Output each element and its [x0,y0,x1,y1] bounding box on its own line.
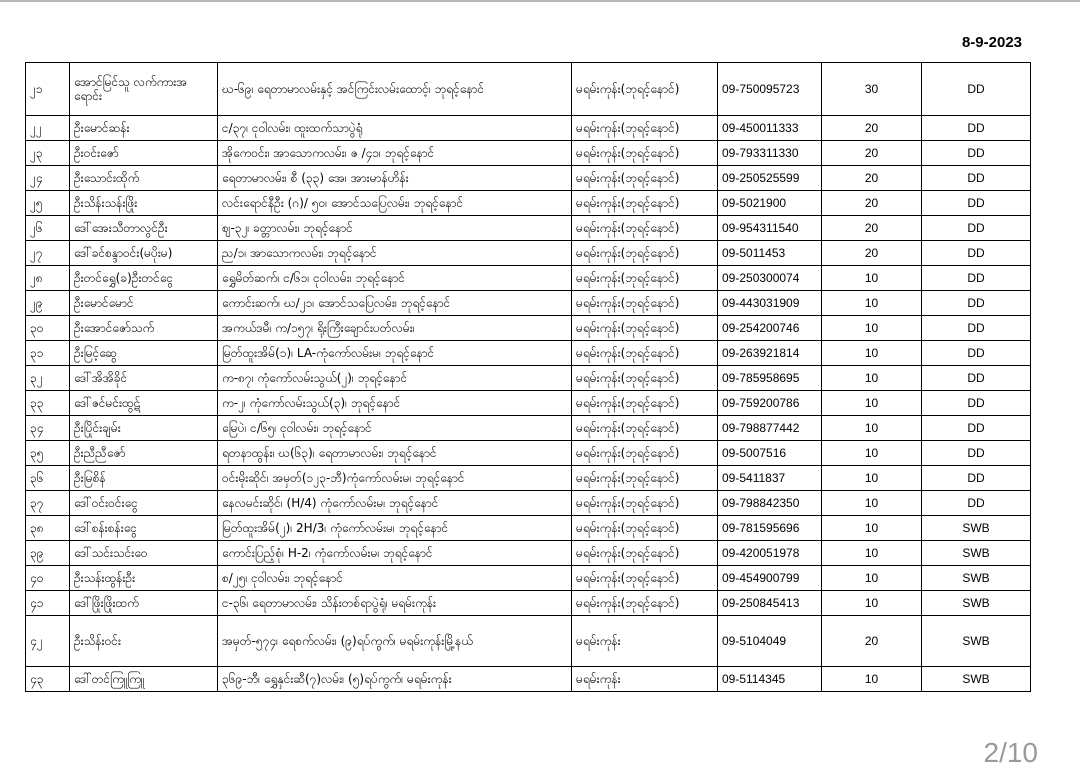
delivery-type-cell: DD [922,216,1031,241]
phone-number-cell: 09-954311540 [718,216,822,241]
row-number-cell: ၃၆ [26,466,70,491]
amount-cell: 10 [822,366,922,391]
row-number-cell: ၄၀ [26,566,70,591]
township-cell: မရမ်းကုန်း(ဘုရင့်နောင်) [572,441,718,466]
customer-address-cell: ရွှေမိတ်ဆက်၊ င/၆၁၊ ငုဝါလမ်း၊ ဘုရင့်နောင် [218,266,572,291]
row-number-cell: ၂၉ [26,291,70,316]
customer-address-cell: အမှတ်-၅၇၄၊ ရေစက်လမ်း၊ (၉)ရပ်ကွက်၊ မရမ်းကုန်းမြို့နယ် [218,616,572,667]
amount-cell: 10 [822,316,922,341]
delivery-type-cell: DD [922,63,1031,116]
row-number-cell: ၃၈ [26,516,70,541]
delivery-type-cell: DD [922,191,1031,216]
row-number-cell: ၂၂ [26,116,70,141]
amount-cell: 20 [822,141,922,166]
customer-name-cell: ဒေါ်ဇင်မင်းထွဋ် [70,391,218,416]
phone-number-cell: 09-443031909 [718,291,822,316]
amount-cell: 20 [822,241,922,266]
table-row [26,141,1031,166]
row-number-cell: ၄၂ [26,616,70,667]
phone-number-cell: 09-263921814 [718,341,822,366]
phone-number-cell: 09-5104049 [718,616,822,667]
township-cell: မရမ်းကုန်း(ဘုရင့်နောင်) [572,466,718,491]
amount-cell: 10 [822,291,922,316]
customer-name-cell: ဦးညီညီဇော် [70,441,218,466]
phone-number-cell: 09-454900799 [718,566,822,591]
customer-name-cell: ဒေါ်အေးသီတာလွင်ဦး [70,216,218,241]
customer-address-cell: စ/၂၅၊ ငုဝါလမ်း၊ ဘုရင့်နောင် [218,566,572,591]
customer-name-cell: ဦးသိန်းဝင်း [70,616,218,667]
customer-address-cell: က-၂၊ ကုံကော်လမ်းသွယ်(၃)၊ ဘုရင့်နောင် [218,391,572,416]
delivery-type-cell: SWB [922,667,1031,692]
delivery-type-cell: SWB [922,541,1031,566]
roster-table-body [26,63,1031,692]
township-cell: မရမ်းကုန်း(ဘုရင့်နောင်) [572,116,718,141]
table-row [26,63,1031,116]
phone-number-cell: 09-798842350 [718,491,822,516]
phone-number-cell: 09-793311330 [718,141,822,166]
phone-number-cell: 09-5114345 [718,667,822,692]
delivery-type-cell: SWB [922,566,1031,591]
customer-name-cell: ဒေါ်သင်းသင်းဝေ [70,541,218,566]
amount-cell: 10 [822,466,922,491]
customer-address-cell: ကောင်းပြည့်စုံ၊ H-2၊ ကုံကော်လမ်းမ၊ ဘုရင့်နောင် [218,541,572,566]
table-row [26,466,1031,491]
customer-name-cell: ဦးမောင်ဆန်း [70,116,218,141]
amount-cell: 20 [822,166,922,191]
customer-name-cell: ဒေါ်ခင်စန္ဒာဝင်း(မပိုးမ) [70,241,218,266]
table-row [26,116,1031,141]
table-row [26,441,1031,466]
delivery-type-cell: DD [922,466,1031,491]
row-number-cell: ၄၁ [26,591,70,616]
amount-cell: 10 [822,566,922,591]
roster-table [25,62,1031,692]
customer-address-cell: ဃ-၆၉၊ ရေတာမာလမ်းနှင့် အင်ကြင်းလမ်းထောင့်၊ ဘုရင့်နောင် [218,63,572,116]
delivery-type-cell: DD [922,116,1031,141]
phone-number-cell: 09-250300074 [718,266,822,291]
table-row [26,591,1031,616]
amount-cell: 10 [822,416,922,441]
table-row [26,616,1031,667]
customer-name-cell: ဦးသိန်းသန်းဖြိုး [70,191,218,216]
delivery-type-cell: DD [922,416,1031,441]
customer-name-cell: ဒေါ်စန်းစန်းငွေ [70,516,218,541]
table-row [26,667,1031,692]
customer-name-cell: ဒေါ်ဝင်းဝင်းငွေ [70,491,218,516]
township-cell: မရမ်းကုန်း(ဘုရင့်နောင်) [572,141,718,166]
row-number-cell: ၃၃ [26,391,70,416]
amount-cell: 10 [822,266,922,291]
delivery-type-cell: DD [922,141,1031,166]
customer-address-cell: င-၃၆၊ ရေတာမာလမ်း၊ သိန်းတစ်ရာပွဲရုံ၊ မရမ်းကုန်း [218,591,572,616]
row-number-cell: ၃၄ [26,416,70,441]
township-cell: မရမ်းကုန်း(ဘုရင့်နောင်) [572,566,718,591]
customer-name-cell: ဒေါ်တင်ကြူကြူ [70,667,218,692]
delivery-type-cell: DD [922,391,1031,416]
row-number-cell: ၃၇ [26,491,70,516]
table-row [26,216,1031,241]
row-number-cell: ၃၅ [26,441,70,466]
amount-cell: 20 [822,616,922,667]
table-row [26,416,1031,441]
customer-name-cell: ဒေါ်ဖြိုးဖြိုးထက် [70,591,218,616]
customer-name-cell: ဦးမောင်မောင် [70,291,218,316]
phone-number-cell: 09-750095723 [718,63,822,116]
township-cell: မရမ်းကုန်း(ဘုရင့်နောင်) [572,541,718,566]
township-cell: မရမ်းကုန်း(ဘုရင့်နောင်) [572,366,718,391]
delivery-type-cell: DD [922,341,1031,366]
township-cell: မရမ်းကုန်း(ဘုရင့်နောင်) [572,491,718,516]
customer-address-cell: နေလမင်းဆိုင်၊ (H/4) ကုံကော်လမ်းမ၊ ဘုရင့်နောင် [218,491,572,516]
phone-number-cell: 09-759200786 [718,391,822,416]
customer-address-cell: ဝင်းမိုးဆိုင်၊ အမှတ်(၁၂၃-ဘီ)ကုံကော်လမ်းမ၊ ဘုရင့်နောင် [218,466,572,491]
customer-address-cell: ကောင်းဆက်၊ ဃ/၂၁၊ အောင်သပြေလမ်း၊ ဘုရင့်နောင် [218,291,572,316]
customer-address-cell: လင်းရောင်နီဦး (ဂ)/ ၅၀၊ အောင်သပြေလမ်း၊ ဘုရင့်နောင် [218,191,572,216]
amount-cell: 20 [822,191,922,216]
phone-number-cell: 09-5021900 [718,191,822,216]
phone-number-cell: 09-450011333 [718,116,822,141]
table-row [26,341,1031,366]
customer-address-cell: အိုကေဝင်း၊ အာသောကလမ်း၊ ဇ /၄၁၊ ဘုရင့်နောင် [218,141,572,166]
phone-number-cell: 09-250525599 [718,166,822,191]
page-counter: 2/10 [983,737,1038,768]
customer-name-cell: ဦးသောင်းထိုက် [70,166,218,191]
amount-cell: 10 [822,441,922,466]
phone-number-cell: 09-781595696 [718,516,822,541]
delivery-type-cell: DD [922,316,1031,341]
table-row [26,391,1031,416]
table-row [26,541,1031,566]
township-cell: မရမ်းကုန်း [572,667,718,692]
customer-name-cell: ဦးဝင်းဇော် [70,141,218,166]
row-number-cell: ၂၈ [26,266,70,291]
township-cell: မရမ်းကုန်း(ဘုရင့်နောင်) [572,216,718,241]
table-row [26,266,1031,291]
delivery-type-cell: SWB [922,516,1031,541]
table-row [26,241,1031,266]
delivery-type-cell: SWB [922,616,1031,667]
phone-number-cell: 09-785958695 [718,366,822,391]
customer-address-cell: မြေပဲ၊ င/၆၅၊ ငုဝါလမ်း၊ ဘုရင့်နောင် [218,416,572,441]
delivery-type-cell: DD [922,166,1031,191]
amount-cell: 10 [822,541,922,566]
row-number-cell: ၂၇ [26,241,70,266]
page-top-border [0,0,1080,2]
customer-name-cell: ဦးတင်ရွှေ(ခ)ဦးတင်ငွေ [70,266,218,291]
phone-number-cell: 09-254200746 [718,316,822,341]
township-cell: မရမ်းကုန်း [572,616,718,667]
table-row [26,366,1031,391]
row-number-cell: ၃၂ [26,366,70,391]
table-row [26,566,1031,591]
customer-address-cell: မြတ်ထူးအိမ်(၁)၊ LA-ကုံကော်လမ်းမ၊ ဘုရင့်နောင် [218,341,572,366]
customer-address-cell: င/၃၇၊ ငုဝါလမ်း၊ ထူးထက်သာပွဲရုံ [218,116,572,141]
delivery-type-cell: DD [922,266,1031,291]
customer-name-cell: ဦးအောင်ဇော်သက် [70,316,218,341]
township-cell: မရမ်းကုန်း(ဘုရင့်နောင်) [572,241,718,266]
amount-cell: 20 [822,116,922,141]
customer-address-cell: အကယ်ဒမီ၊ က/၁၅၇၊ ရိုးကြီးချောင်းပတ်လမ်း၊ [218,316,572,341]
customer-name-cell: ဦးမြင့်ဆွေ [70,341,218,366]
phone-number-cell: 09-250845413 [718,591,822,616]
customer-address-cell: ည/၁၊ အာသောကလမ်း၊ ဘုရင့်နောင် [218,241,572,266]
row-number-cell: ၄၃ [26,667,70,692]
table-row [26,191,1031,216]
row-number-cell: ၂၅ [26,191,70,216]
delivery-type-cell: DD [922,491,1031,516]
customer-name-cell: ဦးပြိုင်းချမ်း [70,416,218,441]
amount-cell: 10 [822,391,922,416]
customer-name-cell: ဒေါ်အိအိခိုင် [70,366,218,391]
delivery-type-cell: SWB [922,591,1031,616]
phone-number-cell: 09-5011453 [718,241,822,266]
township-cell: မရမ်းကုန်း(ဘုရင့်နောင်) [572,191,718,216]
township-cell: မရမ်းကုန်း(ဘုရင့်နောင်) [572,316,718,341]
amount-cell: 30 [822,63,922,116]
table-row [26,491,1031,516]
amount-cell: 10 [822,516,922,541]
amount-cell: 10 [822,491,922,516]
delivery-type-cell: DD [922,441,1031,466]
table-row [26,291,1031,316]
phone-number-cell: 09-5411837 [718,466,822,491]
customer-address-cell: ဈ-၃၂၊ ခတ္တာလမ်း၊ ဘုရင့်နောင် [218,216,572,241]
delivery-type-cell: DD [922,366,1031,391]
delivery-type-cell: DD [922,291,1031,316]
table-row [26,316,1031,341]
township-cell: မရမ်းကုန်း(ဘုရင့်နောင်) [572,416,718,441]
phone-number-cell: 09-5007516 [718,441,822,466]
phone-number-cell: 09-798877442 [718,416,822,441]
row-number-cell: ၂၄ [26,166,70,191]
row-number-cell: ၃၀ [26,316,70,341]
township-cell: မရမ်းကုန်း(ဘုရင့်နောင်) [572,516,718,541]
amount-cell: 20 [822,216,922,241]
amount-cell: 10 [822,341,922,366]
amount-cell: 10 [822,667,922,692]
customer-name-cell: အောင်မြင်သူ လက်ကားအရောင်း [70,63,218,116]
township-cell: မရမ်းကုန်း(ဘုရင့်နောင်) [572,63,718,116]
row-number-cell: ၂၁ [26,63,70,116]
township-cell: မရမ်းကုန်း(ဘုရင့်နောင်) [572,291,718,316]
customer-name-cell: ဦးမြစိန် [70,466,218,491]
township-cell: မရမ်းကုန်း(ဘုရင့်နောင်) [572,341,718,366]
amount-cell: 10 [822,591,922,616]
township-cell: မရမ်းကုန်း(ဘုရင့်နောင်) [572,266,718,291]
customer-name-cell: ဦးသန်းထွန်းဦး [70,566,218,591]
row-number-cell: ၂၆ [26,216,70,241]
township-cell: မရမ်းကုန်း(ဘုရင့်နောင်) [572,166,718,191]
customer-address-cell: ၃၆၉-ဘီ၊ ရွှေနှင်းဆီ(၇)လမ်း၊ (၅)ရပ်ကွက်၊ မရမ်းကုန်း [218,667,572,692]
customer-address-cell: ရေတာမာလမ်း၊ စီ (၃၃) အေ၊ အားမာန်ဟိန်း [218,166,572,191]
row-number-cell: ၃၁ [26,341,70,366]
township-cell: မရမ်းကုန်း(ဘုရင့်နောင်) [572,391,718,416]
row-number-cell: ၂၃ [26,141,70,166]
phone-number-cell: 09-420051978 [718,541,822,566]
table-row [26,166,1031,191]
table-row [26,516,1031,541]
row-number-cell: ၃၉ [26,541,70,566]
customer-address-cell: မြတ်ထူးအိမ်(၂)၊ 2H/3၊ ကုံကော်လမ်းမ၊ ဘုရင့်နောင် [218,516,572,541]
customer-address-cell: က-၈၇၊ ကုံကော်လမ်းသွယ်(၂)၊ ဘုရင့်နောင် [218,366,572,391]
township-cell: မရမ်းကုန်း(ဘုရင့်နောင်) [572,591,718,616]
document-date: 8-9-2023 [961,34,1022,51]
customer-address-cell: ရတနာထွန်း၊ ဃ(၆၃)၊ ရေတာမာလမ်း၊ ဘုရင့်နောင် [218,441,572,466]
delivery-type-cell: DD [922,241,1031,266]
